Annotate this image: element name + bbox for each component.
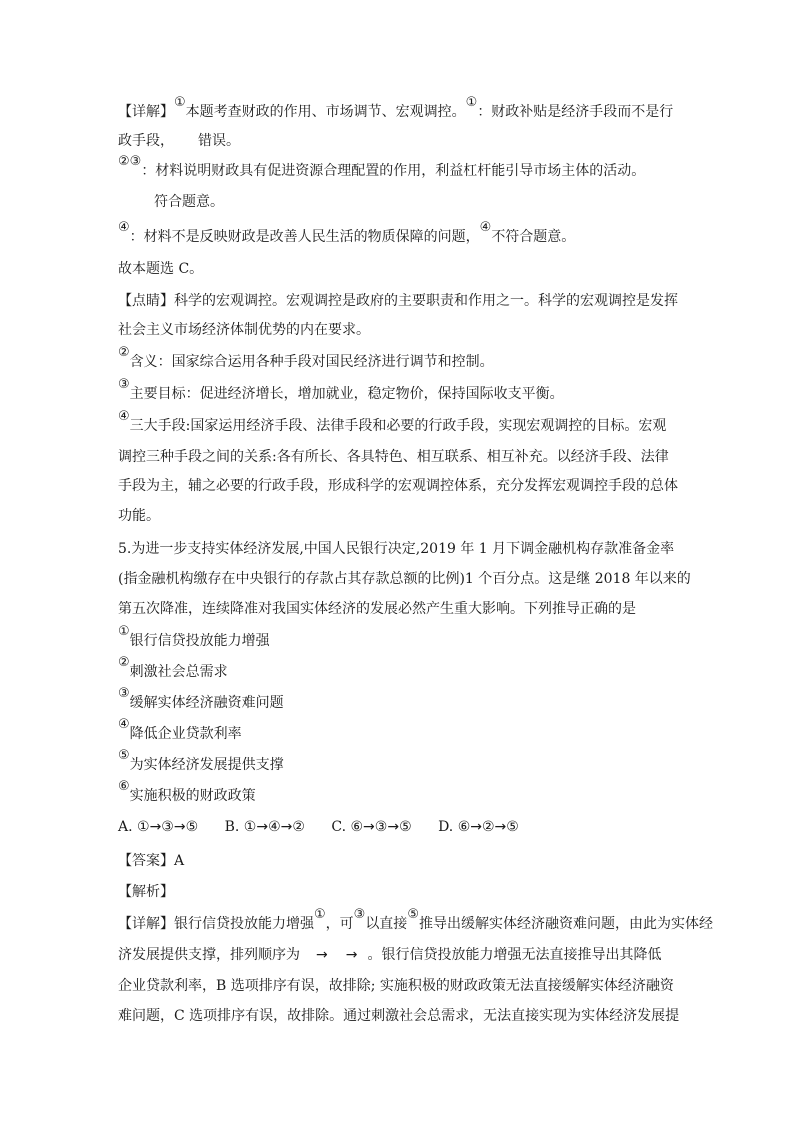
text: 科学的宏观调控。宏观调控是政府的主要职责和作用之一。科学的宏观调控是发挥 [174, 293, 678, 309]
circled-number: ④ [118, 717, 130, 732]
highlight-line-1 [118, 290, 678, 312]
option-label: C. [331, 819, 347, 835]
question-line-3 [118, 598, 636, 620]
text: 。银行信贷投放能力增强无法直接推导出其降低 [367, 947, 662, 963]
list-item [118, 748, 284, 777]
text: 调控三种手段之间的关系:各有所长、各具特色、相互联系、相互补充。以经济手段、法律 [118, 449, 669, 465]
detail-line-2 [118, 130, 240, 152]
option-label: D. [438, 819, 454, 835]
highlight-line-8 [118, 505, 160, 527]
option-sequence: ①→③→⑤ [137, 819, 199, 835]
detail-line-4 [154, 191, 224, 213]
circled-number: ③ [118, 377, 130, 392]
circled-number: ④ [118, 409, 130, 424]
text: 以直接 [365, 916, 408, 932]
highlight-label: 【点睛】 [118, 293, 174, 309]
arrow: → [345, 947, 358, 963]
circled-number: ③ [118, 686, 130, 701]
circled-number: ① [118, 624, 130, 639]
answer-value: A [174, 853, 185, 869]
circled-number: ① [314, 907, 326, 922]
text: 政手段， [118, 133, 174, 149]
text: 济发展提供支撑，排列顺序为 [118, 947, 300, 963]
explanation-line-4 [118, 1005, 679, 1027]
conclusion-line [118, 258, 203, 280]
text: 推导出缓解实体经济融资难问题，由此为实体经 [418, 916, 713, 932]
circled-number: ⑥ [118, 779, 130, 794]
list-item [118, 624, 270, 653]
text: 难问题，C 选项排序有误，故排除。通过刺激社会总需求，无法直接实现为实体经济发展提 [118, 1008, 680, 1024]
circled-number: ④ [118, 220, 130, 235]
question-line-1 [118, 538, 674, 560]
question-text: 5.为进一步支持实体经济发展,中国人民银行决定,2019 年 1 月下调金融机构存款准备金率 [118, 541, 675, 557]
text: ，可 [325, 916, 354, 932]
highlight-line-2 [118, 319, 370, 341]
highlight-line-5 [118, 409, 667, 438]
answer-label: 【答案】 [118, 853, 174, 869]
option-a [118, 816, 198, 838]
answer-line [118, 850, 184, 872]
text: ：材料说明财政具有促进资源合理配置的作用，利益杠杆能引导市场主体的活动。 [141, 163, 646, 179]
text: 手段为主，辅之必要的行政手段，形成科学的宏观调控体系，充分发挥宏观调控手段的总体 [118, 478, 678, 494]
text: 功能。 [118, 508, 160, 524]
analysis-label: 【解析】 [118, 884, 174, 900]
list-item [118, 686, 284, 715]
highlight-line-6 [118, 446, 669, 468]
text: 不符合题意。 [491, 229, 576, 245]
arrow: → [316, 947, 328, 963]
detail-label: 【详解】 [118, 104, 174, 120]
circled-number: ② [118, 345, 130, 360]
list-item [118, 717, 242, 746]
text: 错误。 [198, 133, 240, 149]
circled-number: ⑤ [118, 748, 130, 763]
explanation-line-1 [118, 907, 713, 936]
text: 符合题意。 [154, 194, 224, 210]
circled-number: ① [174, 95, 186, 110]
highlight-line-3 [118, 345, 494, 374]
option-sequence: ⑥→②→⑤ [457, 819, 519, 835]
answer-options [118, 816, 541, 838]
option-d [438, 816, 519, 838]
highlight-line-7 [118, 475, 678, 497]
item-text: 缓解实体经济融资难问题 [129, 695, 284, 711]
text: 社会主义市场经济体制优势的内在要求。 [118, 322, 370, 338]
text: 企业贷款利率，B 选项排序有误，故排除; 实施积极的财政政策无法直接缓解实体经济融资 [118, 978, 674, 994]
option-sequence: ⑥→③→⑤ [350, 819, 412, 835]
detail-line-5 [118, 220, 576, 249]
highlight-line-4 [118, 377, 564, 406]
circled-number: ⑤ [407, 907, 419, 922]
explanation-line-3 [118, 975, 674, 997]
question-text: (指金融机构缴存在中央银行的存款占其存款总额的比例)1 个百分点。这是继 2018 年以来的 [118, 571, 691, 587]
text: ：财政补贴是经济手段而不是行 [477, 104, 674, 120]
explanation-line-2 [118, 944, 661, 966]
question-text: 第五次降准，连续降准对我国实体经济的发展必然产生重大影响。下列推导正确的是 [118, 601, 636, 617]
circled-number: ③ [353, 907, 366, 922]
list-item [118, 655, 228, 684]
text: 三大手段:国家运用经济手段、法律手段和必要的行政手段，实现宏观调控的目标。宏观 [129, 418, 667, 434]
item-text: 银行信贷投放能力增强 [129, 633, 270, 649]
option-label: B. [224, 819, 240, 835]
option-b [225, 816, 305, 838]
option-label: A. [118, 819, 133, 835]
question-line-2 [118, 568, 691, 590]
option-sequence: ①→④→② [243, 819, 305, 835]
text: 银行信贷投放能力增强 [174, 916, 314, 932]
text: 含义：国家综合运用各种手段对国民经济进行调节和控制。 [129, 354, 494, 370]
text: 故本题选 C。 [118, 261, 204, 277]
detail-line-1 [118, 95, 674, 124]
item-text: 降低企业贷款利率 [129, 726, 242, 742]
text: ：材料不是反映财政是改善人民生活的物质保障的问题， [129, 229, 480, 245]
list-item [118, 779, 256, 808]
item-text: 为实体经济发展提供支撑 [129, 757, 284, 773]
circled-number: ② [118, 655, 130, 670]
analysis-heading [118, 881, 174, 903]
text: 主要目标：促进经济增长，增加就业，稳定物价，保持国际收支平衡。 [129, 386, 564, 402]
detail-label: 【详解】 [118, 916, 174, 932]
option-c [331, 816, 411, 838]
item-text: 实施积极的财政政策 [129, 788, 256, 804]
circled-number: ④ [479, 220, 492, 235]
detail-line-3 [118, 154, 646, 183]
circled-number: ① [465, 95, 478, 110]
text: 本题考查财政的作用、市场调节、宏观调控。 [185, 104, 466, 120]
item-text: 刺激社会总需求 [129, 664, 228, 680]
circled-number: ②③ [118, 154, 142, 169]
